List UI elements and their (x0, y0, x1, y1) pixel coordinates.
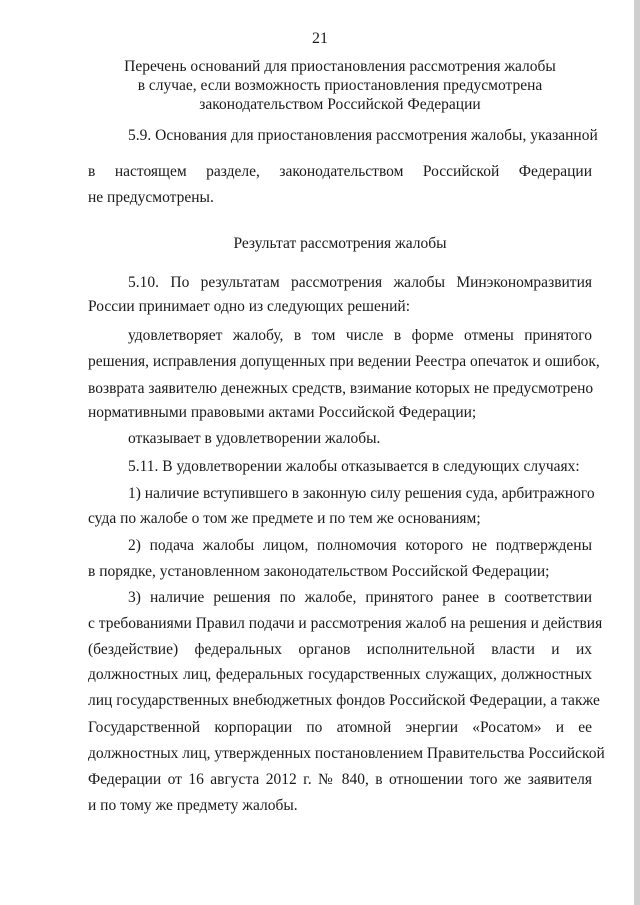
heading-line: в случае, если возможность приостановления предусмотрена (137, 77, 543, 94)
text-line: Федерации от 16 августа 2012 г. № 840, в отношении того же заявителя (88, 771, 592, 788)
text-line: 1) наличие вступившего в законную силу решения суда, арбитражного (128, 485, 595, 502)
page-number: 21 (312, 30, 328, 47)
text-line: должностных лиц, федеральных государственных служащих, должностных (88, 666, 592, 683)
section-title: Результат рассмотрения жалобы (233, 235, 447, 252)
text-line: 5.10. По результатам рассмотрения жалобы Минэкономразвития (128, 274, 592, 291)
text-line: в настоящем разделе, законодательством Российской Федерации (88, 163, 592, 180)
text-line: возврата заявителю денежных средств, взимание которых не предусмотрено (88, 380, 594, 397)
text-line: удовлетворяет жалобу, в том числе в форме отмены принятого (128, 327, 592, 344)
text-line: с требованиями Правил подачи и рассмотрения жалоб на решения и действия (88, 615, 603, 632)
text-line: нормативными правовыми актами Российской Федерации; (88, 404, 477, 421)
text-line: решения, исправления допущенных при ведении Реестра опечаток и ошибок, (88, 353, 600, 370)
heading (40, 57, 640, 114)
text-line: 3) наличие решения по жалобе, принятого ранее в соответствии (128, 589, 592, 606)
text-line: России принимает одно из следующих решений: (88, 298, 411, 315)
page-edge (634, 0, 640, 905)
text-line: Государственной корпорации по атомной энергии «Росатом» и ее (88, 719, 592, 736)
text-line: суда по жалобе о том же предмете и по тем же основаниям; (88, 510, 481, 527)
text-line: лиц государственных внебюджетных фондов Российской Федерации, а также (88, 692, 600, 709)
text-line: 5.11. В удовлетворении жалобы отказывается в следующих случаях: (128, 458, 580, 475)
text-line: не предусмотрены. (88, 189, 214, 206)
text-line: должностных лиц, утвержденных постановлением Правительства Российской (88, 745, 605, 762)
text-line: в порядке, установленном законодательством Российской Федерации; (88, 563, 550, 580)
text-line: (бездействие) федеральных органов исполнительной власти и их (88, 641, 592, 658)
text-line: отказывает в удовлетворении жалобы. (128, 430, 381, 447)
text-line: и по тому же предмету жалобы. (88, 797, 298, 814)
heading-line: Перечень оснований для приостановления рассмотрения жалобы (124, 58, 556, 75)
text-line: 2) подача жалобы лицом, полномочия которого не подтверждены (128, 537, 592, 554)
text-line: 5.9. Основания для приостановления рассмотрения жалобы, указанной (128, 127, 598, 144)
heading-line: законодательством Российской Федерации (199, 96, 481, 113)
